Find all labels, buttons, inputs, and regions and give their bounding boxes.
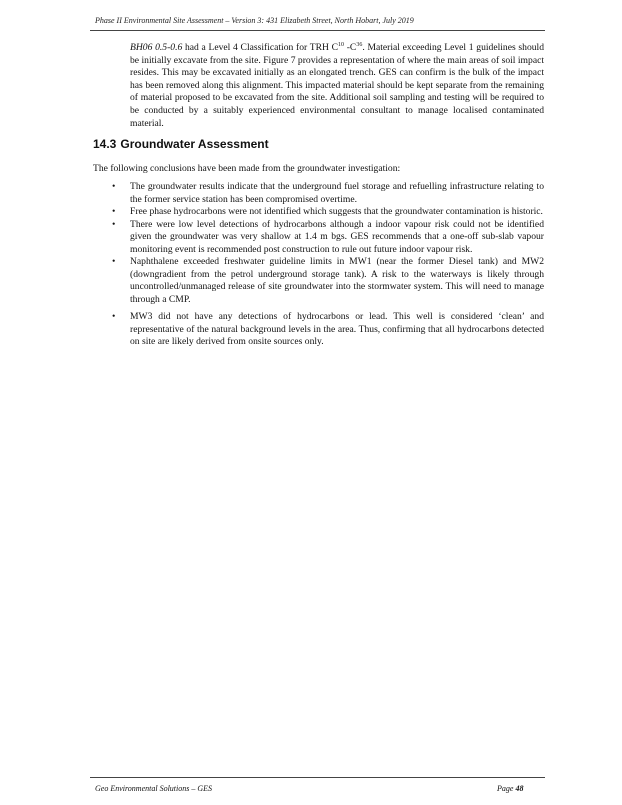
page-number: 48 bbox=[515, 784, 524, 793]
section-heading bbox=[93, 137, 269, 151]
footer-company: Geo Environmental Solutions – GES bbox=[95, 784, 213, 793]
carbon-range-end: 36 bbox=[356, 41, 363, 48]
list-item bbox=[112, 206, 544, 219]
bullet-icon: • bbox=[112, 181, 116, 192]
intro-text-b: -C bbox=[344, 42, 357, 53]
running-header: Phase II Environmental Site Assessment – Version 3: 431 Elizabeth Street, North Hobart, July 2019 bbox=[95, 16, 414, 25]
page-indicator bbox=[497, 784, 523, 793]
list-item-text: There were low level detections of hydrocarbons although a indoor vapour risk could not be identified given the groundwater was very shallow at 1.4 m bgs. GES recommends that a one-off sub-slab vapour monitoring event is recommended post construction to rule out future indoor vapour risk. bbox=[130, 218, 544, 255]
intro-text-a: had a Level 4 Classification for TRH C bbox=[182, 42, 339, 53]
list-item-text: The groundwater results indicate that the underground fuel storage and refuelling infrastructure relating to the former service station has been compromised overtime. bbox=[130, 181, 544, 205]
list-item bbox=[112, 311, 544, 349]
bullet-icon: • bbox=[112, 256, 116, 267]
bullet-icon: • bbox=[112, 218, 116, 230]
section-lead: The following conclusions have been made from the groundwater investigation: bbox=[93, 163, 401, 174]
list-item-text: Free phase hydrocarbons were not identified which suggests that the groundwater contamination is historic. bbox=[130, 206, 543, 217]
list-item bbox=[112, 181, 544, 206]
intro-paragraph bbox=[130, 42, 544, 130]
list-item-text: MW3 did not have any detections of hydrocarbons or lead. This well is considered ‘clean’ and representative of the natural background levels in the area. Thus, confirming that all hydrocarbons detected on site are likely derived from onsite sources only. bbox=[130, 311, 544, 347]
list-item-text: Naphthalene exceeded freshwater guideline limits in MW1 (near the former Diesel tank) and MW2 (downgradient from the petrol underground storage tank). A risk to the waterways is likely through uncontrolled/unmanaged release of site groundwater into the stormwater system. This will need to manage through a CMP. bbox=[130, 256, 544, 305]
carbon-range-start: 10 bbox=[338, 41, 345, 48]
page-label: Page bbox=[497, 784, 514, 793]
bullet-icon: • bbox=[112, 206, 116, 217]
bullet-icon: • bbox=[112, 311, 116, 322]
footer-divider bbox=[90, 777, 545, 778]
list-item bbox=[112, 256, 544, 306]
header-divider bbox=[90, 30, 545, 31]
list-item bbox=[112, 219, 544, 257]
intro-text-c: . Material exceeding Level 1 guidelines should be initially excavate from the site. Figure 7 provides a representation of where the main areas of soil impact resides. This may be excavated initially as an elongated trench. GES can confirm is the bulk of the impact has been removed along this alignment. This impacted material should be kept separate from the remaining of material proposed to be excavated from the site. Additional soil sampling and testing will be required to be conducted by a suitably experienced environmental consultant to manage localised contaminated material. bbox=[130, 42, 545, 129]
section-number: 14.3 bbox=[93, 137, 117, 151]
conclusions-list bbox=[112, 181, 544, 349]
sample-reference: BH06 0.5-0.6 bbox=[130, 42, 183, 53]
section-title: Groundwater Assessment bbox=[120, 137, 269, 151]
